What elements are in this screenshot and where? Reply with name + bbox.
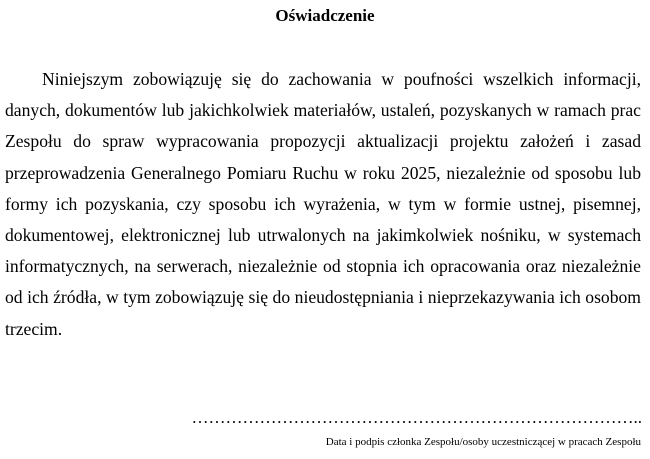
- signature-line: ……………………………………………………………………..: [191, 408, 642, 427]
- signature-caption: Data i podpis członka Zespołu/osoby uczestniczącej w pracach Zespołu: [325, 436, 641, 448]
- declaration-paragraph: Niniejszym zobowiązuję się do zachowania w poufności wszelkich informacji, danych, dokumentów lub jakichkolwiek materiałów, ustaleń, pozyskanych w ramach prac Zespołu do spraw wypracowania propozycji aktualizacji projektu założeń i zasad przeprowadzenia Generalnego Pomiaru Ruchu w roku 2025, niezależnie od sposobu lub formy ich pozyskania, czy sposobu ich wyrażenia, w tym w formie ustnej, pisemnej, dokumentowej, elektronicznej lub utrwalonych na jakimkolwiek nośniku, w systemach informatycznych, na serwerach, niezależnie od stopnia ich opracowania oraz niezależnie od ich źródła, w tym zobowiązuję się do nieudostępniania i nieprzekazywania ich osobom trzecim.: [5, 69, 641, 339]
- document-title: Oświadczenie: [275, 6, 375, 25]
